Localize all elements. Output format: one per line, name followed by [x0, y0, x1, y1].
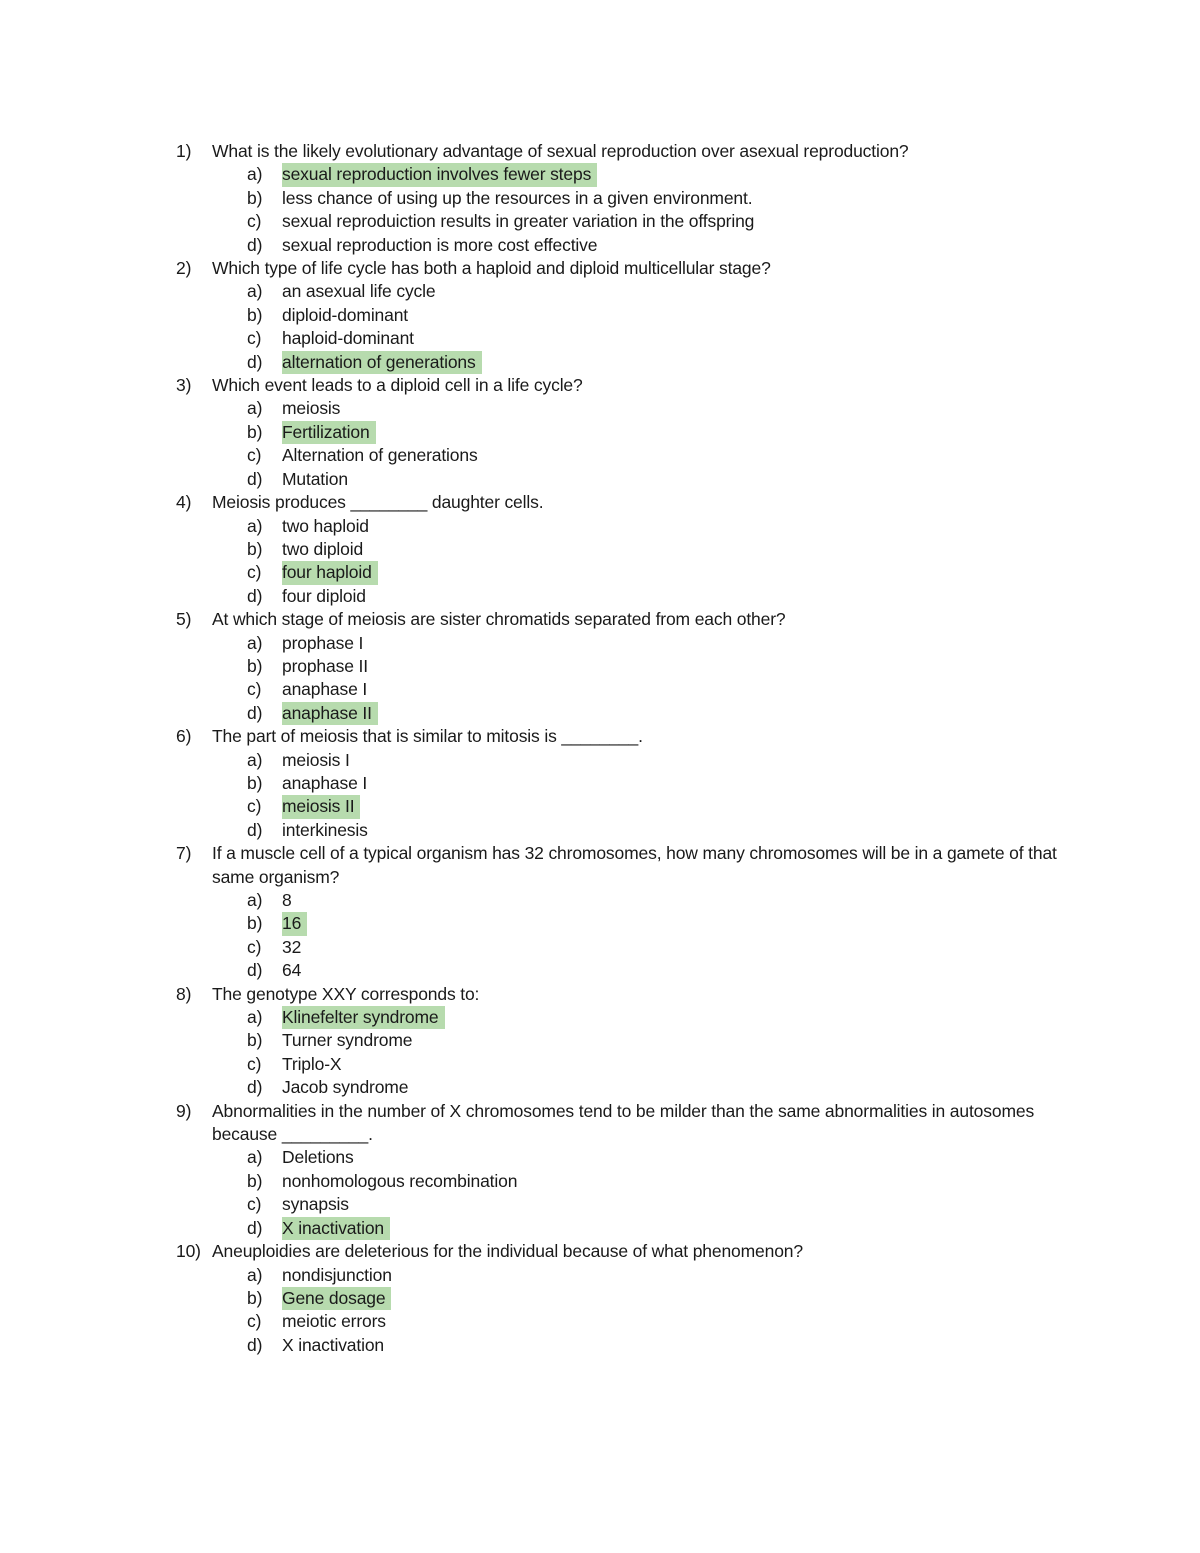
option-text: diploid-dominant: [282, 304, 409, 325]
question-text: Which event leads to a diploid cell in a life cycle?: [212, 375, 583, 396]
option-letter: d): [247, 585, 263, 606]
answer-option: [176, 397, 1076, 420]
answer-options: [176, 397, 1076, 491]
option-letter: b): [247, 1287, 263, 1308]
option-letter: b): [247, 421, 263, 442]
option-letter: d): [247, 702, 263, 723]
option-text: prophase II: [282, 655, 368, 676]
option-text-highlighted: anaphase II: [282, 702, 378, 725]
answer-option: [176, 304, 1076, 327]
question-number: 8): [176, 983, 192, 1004]
question-row: [176, 491, 1076, 514]
answer-option: [176, 702, 1076, 725]
answer-option: [176, 163, 1076, 186]
answer-options: [176, 280, 1076, 374]
option-letter: d): [247, 1077, 263, 1098]
option-text: meiosis I: [282, 749, 350, 770]
answer-options: [176, 1264, 1076, 1358]
answer-option: [176, 819, 1076, 842]
option-letter: a): [247, 632, 263, 653]
question-text: Abnormalities in the number of X chromosomes tend to be milder than the same abnormalities in autosomes because _________.: [212, 1100, 1035, 1145]
option-text: 8: [282, 890, 292, 910]
answer-option: [176, 561, 1076, 584]
answer-option: [176, 210, 1076, 233]
option-letter: d): [247, 819, 263, 840]
option-text-highlighted: four haploid: [282, 561, 378, 584]
question-text: At which stage of meiosis are sister chromatids separated from each other?: [212, 609, 786, 630]
answer-option: [176, 1287, 1076, 1310]
option-text: anaphase I: [282, 679, 368, 700]
answer-options: [176, 515, 1076, 609]
answer-option: [176, 1053, 1076, 1076]
question-number: 9): [176, 1100, 192, 1121]
answer-option: [176, 959, 1076, 982]
answer-option: [176, 678, 1076, 701]
answer-option: [176, 1334, 1076, 1357]
question-item: [176, 608, 1076, 725]
question-item: [176, 257, 1076, 374]
option-text: sexual reproduiction results in greater variation in the offspring: [282, 211, 755, 232]
option-letter: b): [247, 187, 263, 208]
option-text: interkinesis: [282, 819, 368, 840]
answer-options: [176, 632, 1076, 726]
option-text: Turner syndrome: [282, 1030, 413, 1051]
question-number: 1): [176, 141, 192, 161]
question-item: [176, 140, 1076, 257]
answer-option: [176, 421, 1076, 444]
option-letter: b): [247, 304, 263, 325]
option-letter: d): [247, 468, 263, 489]
answer-option: [176, 936, 1076, 959]
answer-option: [176, 1193, 1076, 1216]
question-text: Aneuploidies are deleterious for the individual because of what phenomenon?: [212, 1241, 803, 1262]
option-letter: d): [247, 1217, 263, 1238]
option-text: haploid-dominant: [282, 328, 414, 349]
option-text-highlighted: 16: [282, 912, 307, 935]
answer-options: [176, 1006, 1076, 1100]
option-letter: c): [247, 1311, 262, 1332]
question-row: [176, 983, 1076, 1006]
option-letter: c): [247, 328, 262, 349]
option-letter: c): [247, 445, 262, 466]
option-letter: c): [247, 562, 262, 583]
question-row: [176, 842, 1076, 889]
option-letter: b): [247, 538, 263, 559]
answer-option: [176, 468, 1076, 491]
option-letter: b): [247, 1030, 263, 1051]
option-text: X inactivation: [282, 1334, 384, 1355]
question-text: Which type of life cycle has both a haploid and diploid multicellular stage?: [212, 258, 771, 279]
question-item: [176, 374, 1076, 491]
question-row: [176, 1240, 1076, 1263]
option-letter: d): [247, 960, 263, 981]
option-letter: d): [247, 234, 263, 255]
answer-option: [176, 234, 1076, 257]
option-letter: a): [247, 281, 263, 302]
option-text: Mutation: [282, 468, 348, 489]
question-number: 7): [176, 843, 192, 864]
option-letter: c): [247, 796, 262, 817]
option-letter: c): [247, 936, 262, 957]
option-text: meiosis: [282, 398, 341, 419]
answer-option: [176, 515, 1076, 538]
option-letter: b): [247, 655, 263, 676]
option-letter: c): [247, 1053, 262, 1074]
question-number: 2): [176, 258, 192, 279]
option-text: meiotic errors: [282, 1311, 386, 1332]
option-letter: c): [247, 1194, 262, 1215]
answer-options: [176, 749, 1076, 843]
option-letter: b): [247, 1170, 263, 1191]
option-text: an asexual life cycle: [282, 281, 436, 302]
answer-option: [176, 538, 1076, 561]
answer-options: [176, 1146, 1076, 1240]
option-letter: a): [247, 1264, 263, 1285]
answer-option: [176, 795, 1076, 818]
option-text: nondisjunction: [282, 1264, 392, 1285]
option-text-highlighted: Fertilization: [282, 421, 376, 444]
question-text: Meiosis produces ________ daughter cells.: [212, 492, 544, 513]
answer-options: [176, 889, 1076, 983]
answer-option: [176, 1146, 1076, 1169]
option-letter: a): [247, 1007, 263, 1028]
option-text: less chance of using up the resources in a given environment.: [282, 187, 753, 208]
option-letter: d): [247, 351, 263, 372]
option-text: Deletions: [282, 1147, 354, 1168]
option-text: two haploid: [282, 515, 369, 536]
answer-option: [176, 187, 1076, 210]
question-row: [176, 725, 1076, 748]
answer-option: [176, 327, 1076, 350]
option-letter: a): [247, 1147, 263, 1168]
answer-option: [176, 280, 1076, 303]
answer-option: [176, 1076, 1076, 1099]
option-text-highlighted: meiosis II: [282, 795, 360, 818]
question-row: [176, 374, 1076, 397]
answer-option: [176, 889, 1076, 912]
option-letter: a): [247, 749, 263, 770]
option-letter: a): [247, 398, 263, 419]
option-text: sexual reproduction is more cost effective: [282, 234, 598, 255]
question-number: 3): [176, 375, 192, 396]
option-text-highlighted: sexual reproduction involves fewer steps: [282, 163, 597, 186]
option-letter: a): [247, 164, 263, 185]
option-text: anaphase I: [282, 772, 368, 793]
option-text-highlighted: X inactivation: [282, 1217, 390, 1240]
answer-option: [176, 632, 1076, 655]
question-item: [176, 842, 1076, 982]
answer-option: [176, 444, 1076, 467]
question-text: What is the likely evolutionary advantage of sexual reproduction over asexual reproduction?: [212, 141, 909, 161]
option-letter: c): [247, 211, 262, 232]
question-item: [176, 1240, 1076, 1357]
answer-options: [176, 163, 1076, 257]
question-text: The genotype XXY corresponds to:: [212, 983, 480, 1004]
answer-option: [176, 1310, 1076, 1333]
option-text: four diploid: [282, 585, 366, 606]
option-text: synapsis: [282, 1194, 349, 1215]
question-item: [176, 725, 1076, 842]
option-text: nonhomologous recombination: [282, 1170, 518, 1191]
answer-option: [176, 1217, 1076, 1240]
question-row: [176, 140, 1076, 163]
option-letter: c): [247, 679, 262, 700]
question-number: 10): [176, 1241, 201, 1262]
question-item: [176, 983, 1076, 1100]
answer-option: [176, 1006, 1076, 1029]
option-text-highlighted: alternation of generations: [282, 351, 482, 374]
answer-option: [176, 1029, 1076, 1052]
answer-option: [176, 772, 1076, 795]
option-text: Triplo-X: [282, 1053, 342, 1074]
option-letter: b): [247, 772, 263, 793]
answer-option: [176, 749, 1076, 772]
option-text: Alternation of generations: [282, 445, 478, 466]
option-text: two diploid: [282, 538, 364, 559]
option-letter: d): [247, 1334, 263, 1355]
question-row: [176, 608, 1076, 631]
quiz-question-list: [176, 140, 1076, 1357]
question-text: The part of meiosis that is similar to mitosis is ________.: [212, 726, 643, 747]
answer-option: [176, 1264, 1076, 1287]
question-item: [176, 491, 1076, 608]
option-text-highlighted: Gene dosage: [282, 1287, 391, 1310]
question-number: 6): [176, 726, 192, 747]
question-number: 5): [176, 609, 192, 630]
option-text: prophase I: [282, 632, 364, 653]
option-text: Jacob syndrome: [282, 1077, 409, 1098]
option-text: 32: [282, 936, 302, 957]
question-number: 4): [176, 492, 192, 513]
option-text-highlighted: Klinefelter syndrome: [282, 1006, 445, 1029]
option-letter: a): [247, 515, 263, 536]
answer-option: [176, 912, 1076, 935]
option-letter: b): [247, 913, 263, 934]
answer-option: [176, 585, 1076, 608]
option-letter: a): [247, 890, 263, 910]
option-text: 64: [282, 960, 302, 981]
question-text: If a muscle cell of a typical organism has 32 chromosomes, how many chromosomes will be in a gamete of that same organism?: [212, 843, 1057, 887]
question-row: [176, 257, 1076, 280]
answer-option: [176, 1170, 1076, 1193]
answer-option: [176, 655, 1076, 678]
question-item: [176, 1100, 1076, 1240]
question-row: [176, 1100, 1076, 1147]
answer-option: [176, 351, 1076, 374]
